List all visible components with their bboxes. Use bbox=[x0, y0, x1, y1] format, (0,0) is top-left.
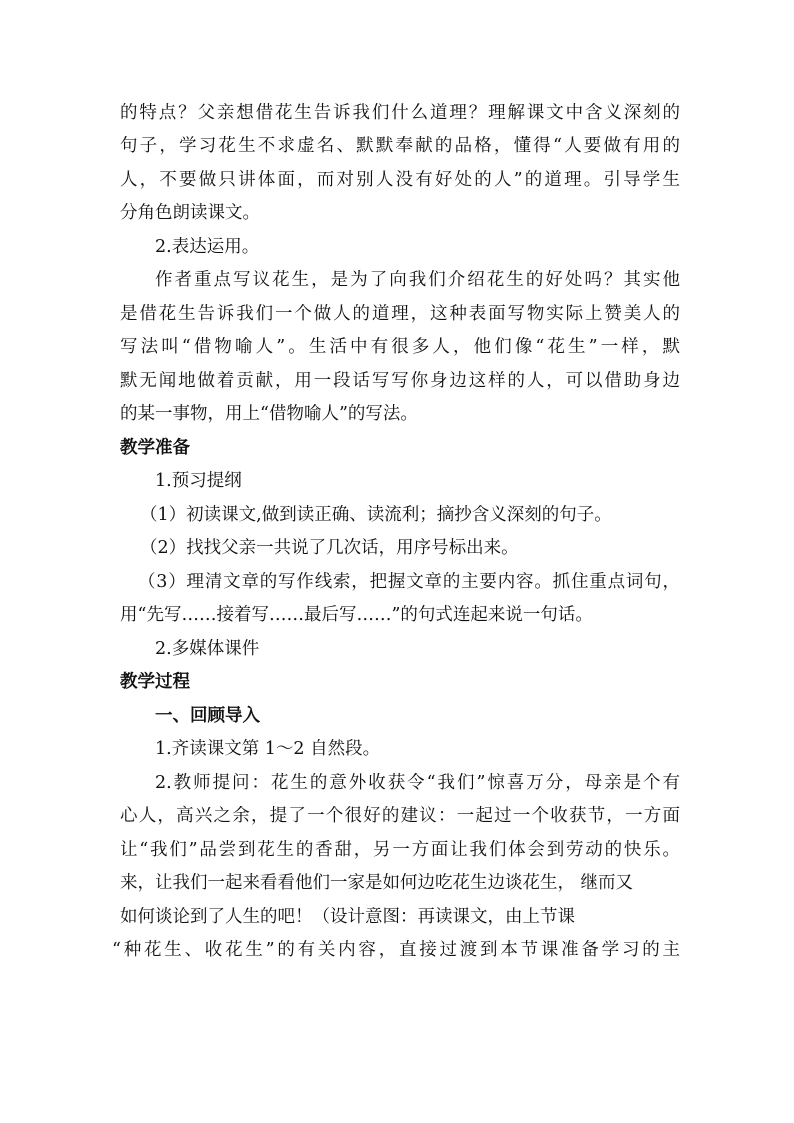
numbered-item: 2.多媒体课件 bbox=[155, 639, 260, 659]
paragraph-line: 默无闻地做着贡献，用一段话写写你身边这样的人，可以借助身边 bbox=[120, 371, 680, 391]
list-item: （3）理清文章的写作线索，把握文章的主要内容。抓住重点词句， bbox=[138, 572, 680, 592]
paragraph-line: 让“我们”品尝到花生的香甜，另一方面让我们体会到劳动的快乐。 bbox=[120, 840, 680, 860]
paragraph-line: 写法叫“借物喻人”。生活中有很多人，他们像“花生”一样，默 bbox=[120, 337, 680, 357]
numbered-item: 1.预习提纲 bbox=[155, 471, 242, 491]
list-item: （1）初读课文,做到读正确、读流利；摘抄含义深刻的句子。 bbox=[140, 505, 612, 525]
numbered-item: 2.教师提问：花生的意外收获令“我们”惊喜万分，母亲是个有 bbox=[155, 773, 680, 793]
paragraph-line: 的某一事物，用上“借物喻人”的写法。 bbox=[120, 404, 418, 424]
paragraph-line: 心人，高兴之余，提了一个很好的建议：一起过一个收获节，一方面 bbox=[120, 806, 680, 826]
paragraph-line: 分角色朗读课文。 bbox=[120, 203, 260, 223]
subsection-heading: 一、回顾导入 bbox=[155, 706, 260, 726]
numbered-item: 1.齐读课文第 1～2 自然段。 bbox=[155, 739, 381, 759]
paragraph-line: 来，让我们一起来看看他们一家是如何边吃花生边谈花生， 继而又 bbox=[120, 873, 634, 893]
paragraph-line: “种花生、收花生”的有关内容，直接过渡到本节课准备学习的主 bbox=[112, 940, 680, 960]
numbered-item: 2.表达运用。 bbox=[155, 237, 260, 257]
paragraph-line: 如何谈论到了人生的吧！（设计意图：再读课文，由上节课 bbox=[120, 907, 575, 927]
list-item: （2）找找父亲一共说了几次话，用序号标出来。 bbox=[140, 538, 519, 558]
paragraph-line: 用“先写……接着写……最后写……”的句式连起来说一句话。 bbox=[120, 605, 593, 625]
paragraph-line: 是借花生告诉我们一个做人的道理，这种表面写物实际上赞美人的 bbox=[120, 304, 680, 324]
paragraph-line: 句子，学习花生不求虚名、默默奉献的品格，懂得“人要做有用的 bbox=[120, 136, 680, 156]
section-heading-preparation: 教学准备 bbox=[120, 438, 190, 458]
paragraph-line: 作者重点写议花生，是为了向我们介绍花生的好处吗？其实他 bbox=[155, 270, 680, 290]
paragraph-line: 人，不要做只讲体面，而对别人没有好处的人”的道理。引导学生 bbox=[120, 170, 680, 190]
section-heading-process: 教学过程 bbox=[120, 672, 190, 692]
paragraph-line: 的特点？父亲想借花生告诉我们什么道理？理解课文中含义深刻的 bbox=[120, 103, 680, 123]
